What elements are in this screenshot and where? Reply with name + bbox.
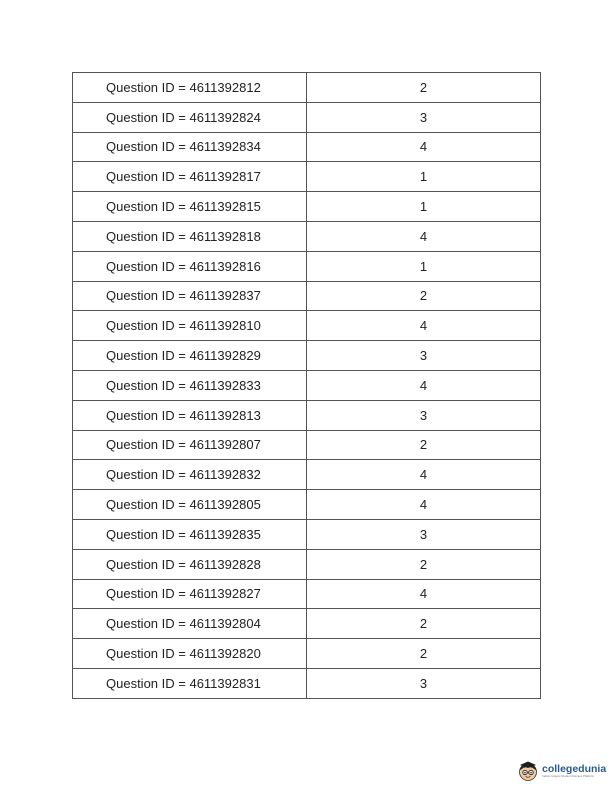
table-row	[73, 430, 541, 460]
table-row	[73, 192, 541, 222]
table-row	[73, 132, 541, 162]
answer-cell: 1	[307, 192, 541, 222]
table-row	[73, 341, 541, 371]
logo-name: collegedunia	[542, 762, 607, 775]
question-id-cell: Question ID = 4611392805	[73, 490, 307, 520]
table-row	[73, 311, 541, 341]
table-row	[73, 490, 541, 520]
student-mascot-icon	[517, 760, 539, 782]
answer-cell: 1	[307, 162, 541, 192]
question-id-cell: Question ID = 4611392824	[73, 102, 307, 132]
question-id-cell: Question ID = 4611392807	[73, 430, 307, 460]
answer-cell: 4	[307, 311, 541, 341]
table-row	[73, 162, 541, 192]
question-id-cell: Question ID = 4611392816	[73, 251, 307, 281]
table-row	[73, 73, 541, 103]
answer-cell: 4	[307, 370, 541, 400]
answer-key-table	[72, 72, 541, 699]
logo-text	[542, 764, 606, 779]
table-row	[73, 460, 541, 490]
table-row	[73, 668, 541, 698]
question-id-cell: Question ID = 4611392812	[73, 73, 307, 103]
answer-cell: 2	[307, 609, 541, 639]
answer-cell: 4	[307, 221, 541, 251]
table-row	[73, 102, 541, 132]
answer-cell: 2	[307, 430, 541, 460]
question-id-cell: Question ID = 4611392827	[73, 579, 307, 609]
question-id-cell: Question ID = 4611392820	[73, 639, 307, 669]
answer-key-table-body	[73, 73, 541, 699]
answer-cell: 3	[307, 668, 541, 698]
question-id-cell: Question ID = 4611392813	[73, 400, 307, 430]
answer-cell: 3	[307, 519, 541, 549]
answer-cell: 4	[307, 132, 541, 162]
table-row	[73, 639, 541, 669]
answer-cell: 4	[307, 490, 541, 520]
answer-cell: 3	[307, 341, 541, 371]
table-row	[73, 221, 541, 251]
question-id-cell: Question ID = 4611392833	[73, 370, 307, 400]
table-row	[73, 251, 541, 281]
table-row	[73, 579, 541, 609]
question-id-cell: Question ID = 4611392828	[73, 549, 307, 579]
question-id-cell: Question ID = 4611392832	[73, 460, 307, 490]
question-id-cell: Question ID = 4611392818	[73, 221, 307, 251]
answer-cell: 3	[307, 400, 541, 430]
question-id-cell: Question ID = 4611392835	[73, 519, 307, 549]
question-id-cell: Question ID = 4611392829	[73, 341, 307, 371]
table-row	[73, 609, 541, 639]
table-row	[73, 281, 541, 311]
answer-cell: 3	[307, 102, 541, 132]
table-row	[73, 370, 541, 400]
answer-cell: 4	[307, 579, 541, 609]
question-id-cell: Question ID = 4611392837	[73, 281, 307, 311]
table-row	[73, 519, 541, 549]
collegedunia-logo	[517, 756, 612, 786]
answer-cell: 2	[307, 549, 541, 579]
answer-cell: 1	[307, 251, 541, 281]
table-row	[73, 549, 541, 579]
question-id-cell: Question ID = 4611392815	[73, 192, 307, 222]
question-id-cell: Question ID = 4611392810	[73, 311, 307, 341]
table-row	[73, 400, 541, 430]
answer-cell: 4	[307, 460, 541, 490]
answer-cell: 2	[307, 639, 541, 669]
logo-tagline: India's largest Student Review Platform	[542, 774, 595, 779]
question-id-cell: Question ID = 4611392804	[73, 609, 307, 639]
question-id-cell: Question ID = 4611392834	[73, 132, 307, 162]
question-id-cell: Question ID = 4611392817	[73, 162, 307, 192]
answer-cell: 2	[307, 281, 541, 311]
answer-cell: 2	[307, 73, 541, 103]
question-id-cell: Question ID = 4611392831	[73, 668, 307, 698]
